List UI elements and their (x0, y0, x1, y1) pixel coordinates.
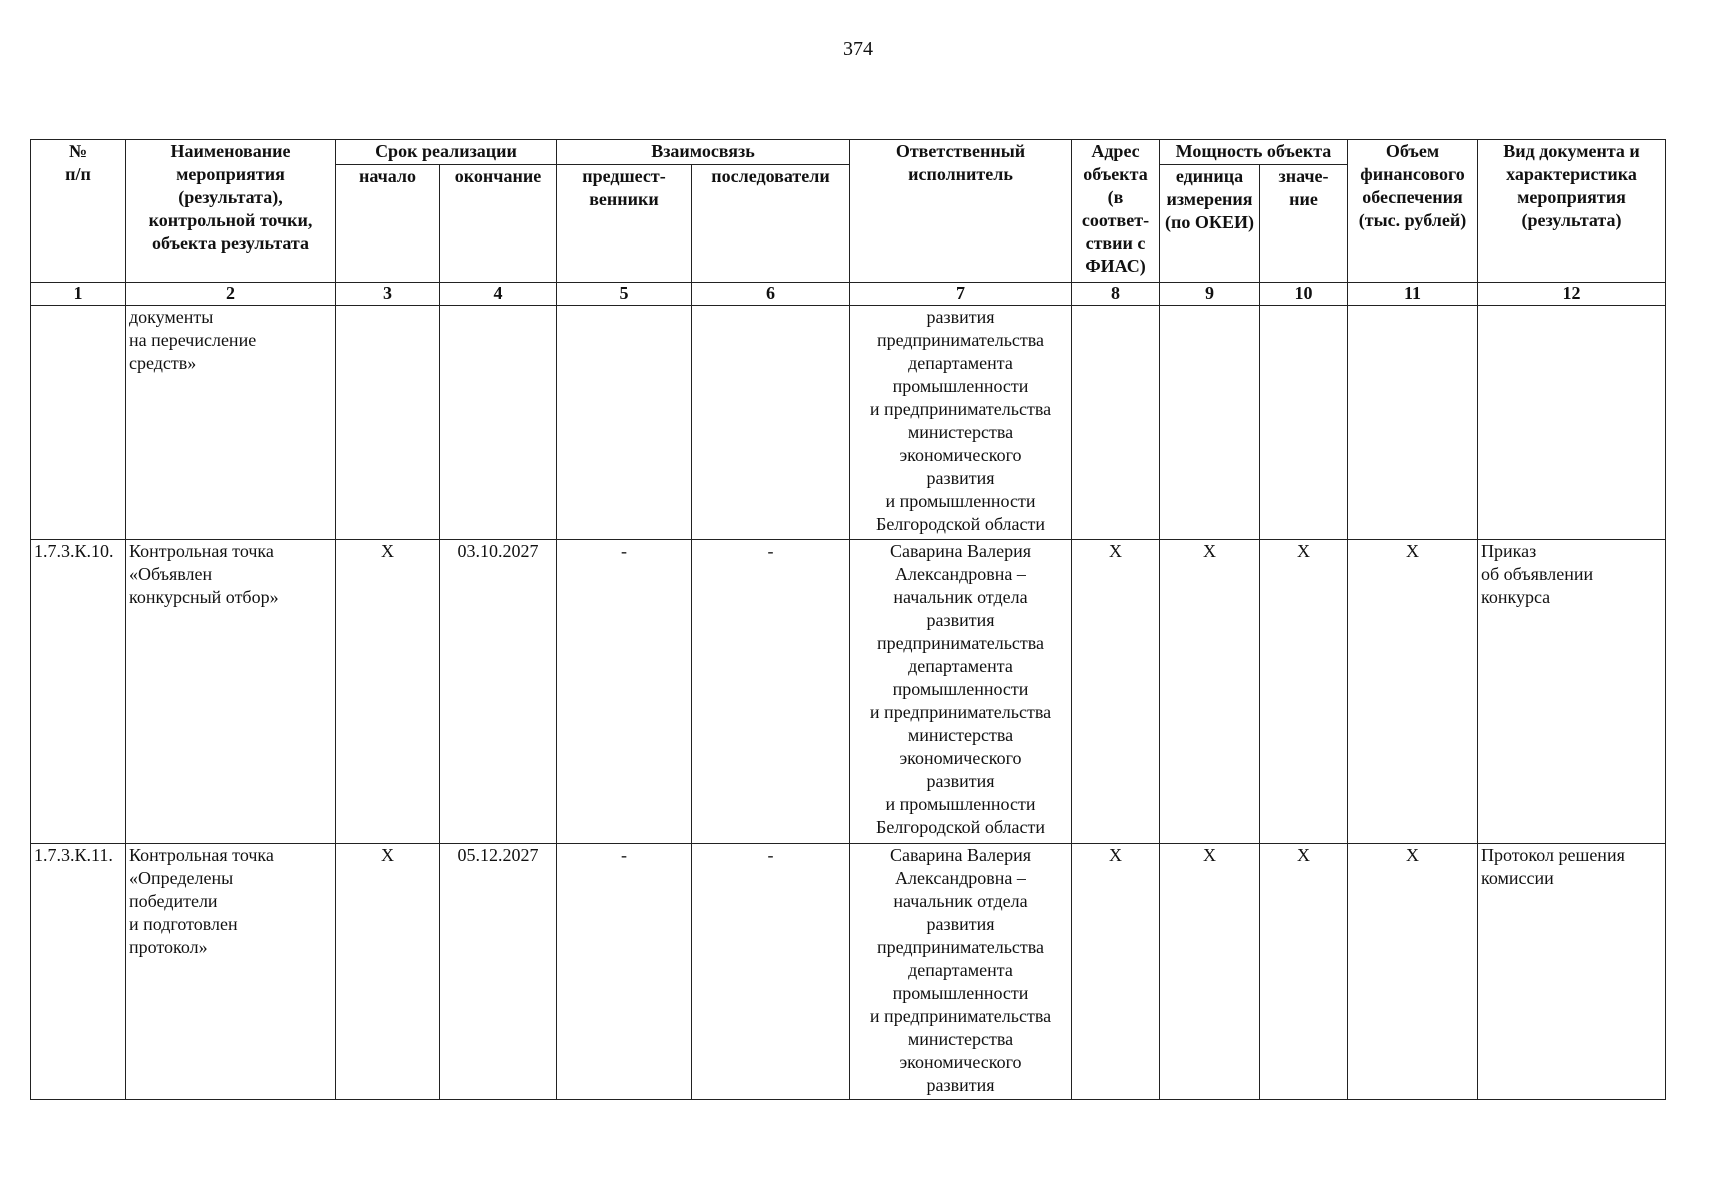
header-link-pred: предшест- венники (557, 165, 692, 283)
row-address (1072, 306, 1160, 540)
row-num (31, 306, 126, 540)
column-number: 7 (850, 283, 1072, 306)
plan-table (30, 139, 1666, 1100)
column-number: 1 (31, 283, 126, 306)
column-number: 8 (1072, 283, 1160, 306)
row-document: Протокол решения комиссии (1478, 844, 1666, 1100)
header-value: значе- ние (1260, 165, 1348, 283)
column-number: 2 (126, 283, 336, 306)
row-unit (1160, 306, 1260, 540)
header-address: Адрес объекта (в соответ- ствии с ФИАС) (1072, 140, 1160, 283)
row-successors (692, 306, 850, 540)
header-name: Наименование мероприятия (результата), контрольной точки, объекта результата (126, 140, 336, 283)
column-number: 10 (1260, 283, 1348, 306)
row-responsible: Саварина Валерия Александровна – начальник отдела развития предпринимательства департамента промышленности и предпринимательства министерства экономического развития и промышленности Белгородской области (850, 540, 1072, 844)
table-header (31, 140, 1666, 306)
row-name: Контрольная точка «Определены победители и подготовлен протокол» (126, 844, 336, 1100)
column-number: 5 (557, 283, 692, 306)
row-num: 1.7.3.К.10. (31, 540, 126, 844)
row-end: 05.12.2027 (440, 844, 557, 1100)
row-document (1478, 306, 1666, 540)
column-number: 6 (692, 283, 850, 306)
row-value: X (1260, 844, 1348, 1100)
header-term-start: начало (336, 165, 440, 283)
row-predecessors: - (557, 844, 692, 1100)
header-link: Взаимосвязь (557, 140, 850, 165)
page-number: 374 (843, 38, 873, 60)
header-num: № п/п (31, 140, 126, 283)
header-unit: единица измерения (по ОКЕИ) (1160, 165, 1260, 283)
row-finance: X (1348, 844, 1478, 1100)
row-value (1260, 306, 1348, 540)
header-link-succ: последователи (692, 165, 850, 283)
row-predecessors: - (557, 540, 692, 844)
row-end: 03.10.2027 (440, 540, 557, 844)
table-row (31, 540, 1666, 844)
header-term-end: окончание (440, 165, 557, 283)
row-address: X (1072, 844, 1160, 1100)
row-value: X (1260, 540, 1348, 844)
row-name: Контрольная точка «Объявлен конкурсный отбор» (126, 540, 336, 844)
column-number: 4 (440, 283, 557, 306)
header-term: Срок реализации (336, 140, 557, 165)
row-start: X (336, 844, 440, 1100)
row-start (336, 306, 440, 540)
row-unit: X (1160, 844, 1260, 1100)
header-responsible: Ответственный исполнитель (850, 140, 1072, 283)
row-successors: - (692, 844, 850, 1100)
row-document: Приказ об объявлении конкурса (1478, 540, 1666, 844)
column-numbers-row (31, 283, 1666, 306)
table-row (31, 844, 1666, 1100)
row-end (440, 306, 557, 540)
row-unit: X (1160, 540, 1260, 844)
table-body (31, 306, 1666, 1100)
row-successors: - (692, 540, 850, 844)
column-number: 9 (1160, 283, 1260, 306)
row-responsible: развития предпринимательства департамента промышленности и предпринимательства министерства экономического развития и промышленности Белгородской области (850, 306, 1072, 540)
column-number: 3 (336, 283, 440, 306)
row-predecessors (557, 306, 692, 540)
row-finance: X (1348, 540, 1478, 844)
row-num: 1.7.3.К.11. (31, 844, 126, 1100)
header-finance: Объем финансового обеспечения (тыс. рублей) (1348, 140, 1478, 283)
table-row (31, 306, 1666, 540)
column-number: 12 (1478, 283, 1666, 306)
row-start: X (336, 540, 440, 844)
column-number: 11 (1348, 283, 1478, 306)
row-responsible: Саварина Валерия Александровна – начальник отдела развития предпринимательства департамента промышленности и предпринимательства министерства экономического развития (850, 844, 1072, 1100)
row-finance (1348, 306, 1478, 540)
row-address: X (1072, 540, 1160, 844)
header-capacity: Мощность объекта (1160, 140, 1348, 165)
row-name: документы на перечисление средств» (126, 306, 336, 540)
header-doc: Вид документа и характеристика мероприятия (результата) (1478, 140, 1666, 283)
